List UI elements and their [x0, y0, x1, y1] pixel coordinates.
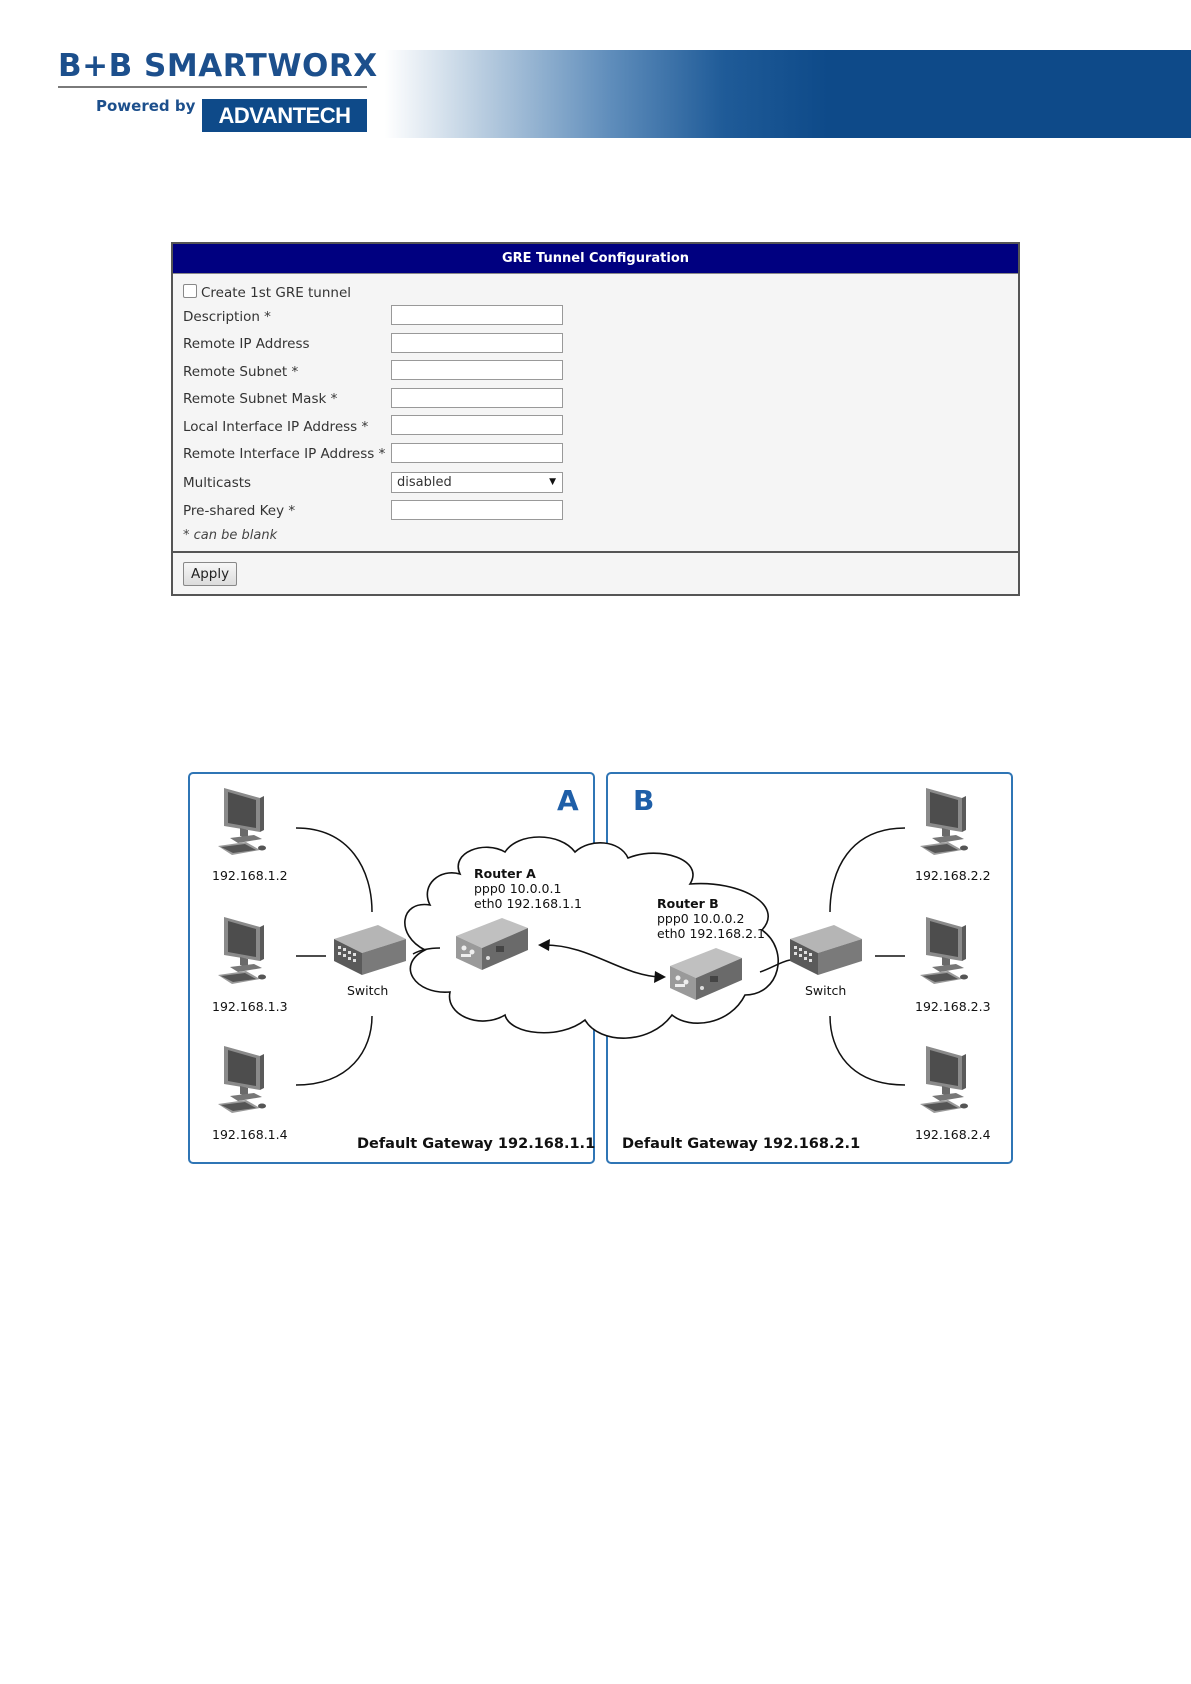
field-label-remote-interface-ip: Remote Interface IP Address *: [183, 446, 386, 462]
panel-title: GRE Tunnel Configuration: [173, 244, 1018, 274]
create-tunnel-checkbox[interactable]: [183, 284, 197, 298]
host-b2-ip: 192.168.2.3: [915, 999, 991, 1014]
link-b-host1: [830, 828, 905, 912]
advantech-logo: ADVANTECH: [202, 99, 367, 132]
header-banner: [385, 50, 1191, 138]
field-label-remote-subnet: Remote Subnet *: [183, 364, 299, 380]
field-label-multicasts: Multicasts: [183, 475, 252, 491]
field-label-remote-subnet-mask: Remote Subnet Mask *: [183, 391, 338, 407]
router-b-eth0: eth0 192.168.2.1: [657, 926, 765, 941]
local-interface-ip-input[interactable]: [391, 415, 563, 435]
link-a-host3: [296, 1016, 372, 1085]
remote-ip-input[interactable]: [391, 333, 563, 353]
field-label-description: Description *: [183, 309, 271, 325]
computer-icon: [218, 788, 266, 855]
multicasts-select[interactable]: [391, 472, 563, 493]
apply-button[interactable]: Apply: [183, 562, 237, 586]
host-a3-ip: 192.168.1.4: [212, 1127, 288, 1142]
gateway-b: Default Gateway 192.168.2.1: [622, 1136, 861, 1152]
powered-by-text: Powered by: [96, 97, 196, 115]
field-label-remote-ip: Remote IP Address: [183, 336, 310, 352]
switch-icon: [334, 925, 406, 975]
router-a-name: Router A: [474, 866, 536, 881]
gateway-a: Default Gateway 192.168.1.1: [357, 1136, 596, 1152]
switch-icon: [790, 925, 862, 975]
router-b-name: Router B: [657, 896, 719, 911]
psk-input[interactable]: [391, 500, 563, 520]
dropdown-arrow-icon: ▼: [549, 477, 556, 487]
logo-divider: [58, 86, 367, 88]
field-label-psk: Pre-shared Key *: [183, 503, 296, 519]
create-tunnel-label: Create 1st GRE tunnel: [201, 285, 352, 301]
gre-config-panel: [171, 242, 1020, 596]
link-b-host3: [830, 1016, 905, 1085]
router-a-ppp0: ppp0 10.0.0.1: [474, 881, 562, 896]
smartworx-logo: B+B SMARTWORX: [58, 48, 378, 84]
create-tunnel-row[interactable]: [183, 284, 351, 301]
computer-icon: [920, 788, 968, 855]
router-b-ppp0: ppp0 10.0.0.2: [657, 911, 745, 926]
remote-subnet-mask-input[interactable]: [391, 388, 563, 408]
router-a-eth0: eth0 192.168.1.1: [474, 896, 582, 911]
switch-a-label: Switch: [347, 983, 389, 998]
switch-b-label: Switch: [805, 983, 847, 998]
host-b1-ip: 192.168.2.2: [915, 868, 991, 883]
network-a-label: A: [557, 784, 579, 817]
computer-icon: [920, 917, 968, 984]
host-b3-ip: 192.168.2.4: [915, 1127, 991, 1142]
computer-icon: [218, 1046, 266, 1113]
computer-icon: [920, 1046, 968, 1113]
blank-note: * can be blank: [183, 528, 278, 543]
remote-subnet-input[interactable]: [391, 360, 563, 380]
link-a-host1: [296, 828, 372, 912]
multicasts-value: disabled: [397, 475, 452, 490]
remote-interface-ip-input[interactable]: [391, 443, 563, 463]
field-label-local-interface-ip: Local Interface IP Address *: [183, 419, 369, 435]
host-a2-ip: 192.168.1.3: [212, 999, 288, 1014]
description-input[interactable]: [391, 305, 563, 325]
network-b-label: B: [633, 784, 655, 817]
host-a1-ip: 192.168.1.2: [212, 868, 288, 883]
computer-icon: [218, 917, 266, 984]
panel-divider: [173, 551, 1018, 553]
